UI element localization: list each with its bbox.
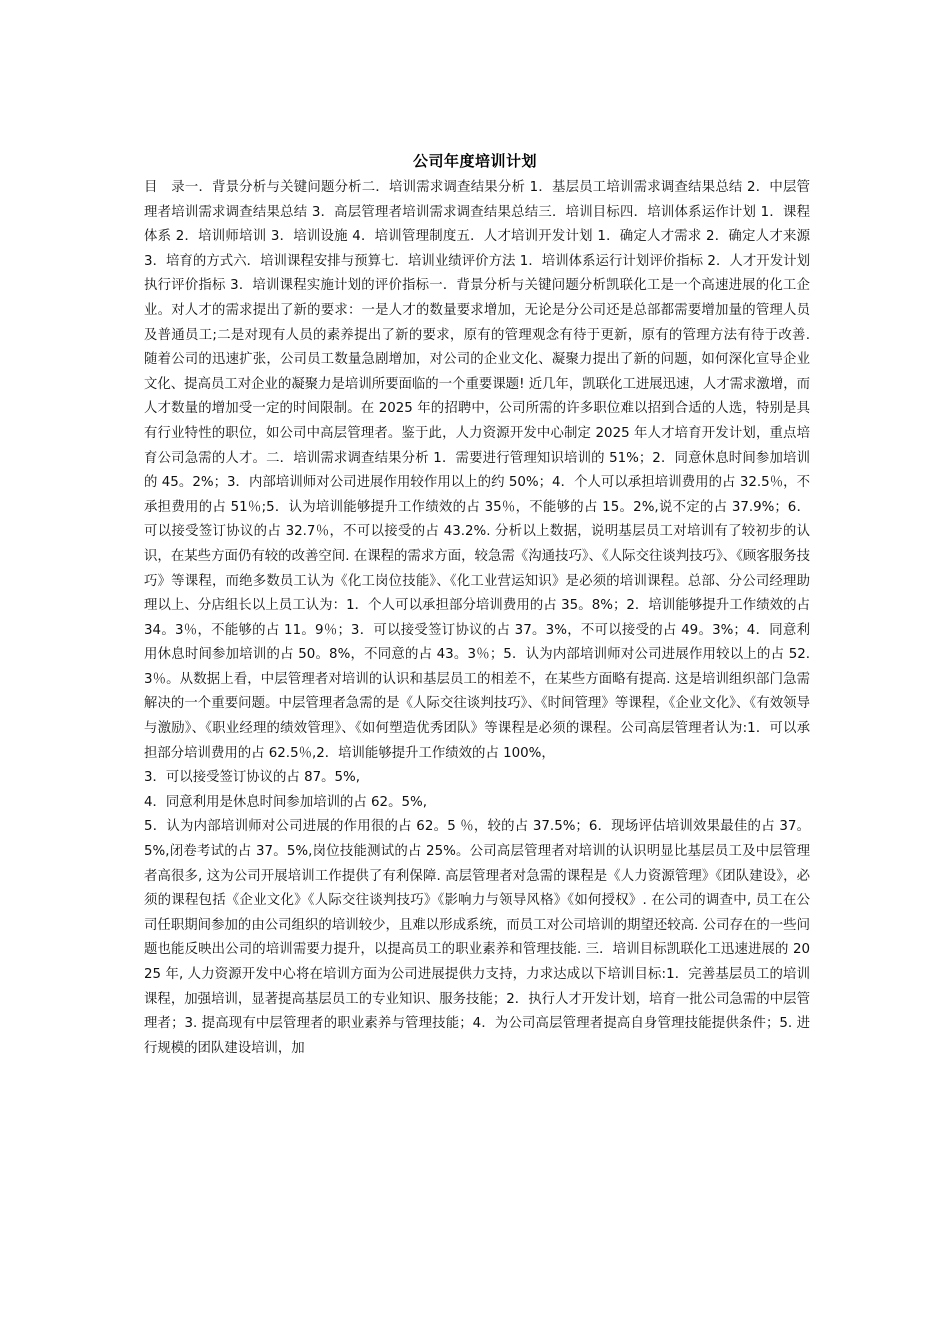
document-body [144, 176, 810, 1061]
document-title: 公司年度培训计划 [412, 152, 537, 170]
paragraph: 5．认为内部培训师对公司进展的作用很的占 62。5 ％，较的占 37.5%；6．现场评估培训效果最佳的占 37。5%,闭卷考试的占 37。5%,岗位技能测试的占 25%。公司高层管理者对培训的认识明显比基层员工及中层管理者高很多, 这为公司开展培训工作提供了有利保障. 高层管理者对急需的课程是《人力资源管理》《团队建设》，必须的课程包括《企业文化》《人际交往谈判技巧》《影响力与领导风格》《如何授权》. 在公司的调查中, 员工在公司任职期间参加的由公司组织的培训较少，且难以形成系统，而员工对公司培训的期望还较高. 公司存在的一些问题也能反映出公司的培训需要力提升，以提高员工的职业素养和管理技能. 三．培训目标凯联化工迅速进展的 2025 年, 人力资源开发中心将在培训方面为公司进展提供力支持，力求达成以下培训目标:1．完善基层员工的培训课程，加强培训，显著提高基层员工的专业知识、服务技能；2．执行人才开发计划，培育一批公司急需的中层管理者；3. 提高现有中层管理者的职业素养与管理技能；4．为公司高层管理者提高自身管理技能提供条件；5. 进行规模的团队建设培训，加 [144, 819, 810, 1056]
paragraph: 3．可以接受签订协议的占 87。5%, [144, 770, 361, 786]
paragraph: 目 录一．背景分析与关键问题分析二．培训需求调查结果分析 1．基层员工培训需求调查结果总结 2．中层管理者培训需求调查结果总结 3．高层管理者培训需求调查结果总结三．培训目标四．培训体系运作计划 1．课程体系 2．培训师培训 3．培训设施 4．培训管理制度五．人才培训开发计划 1．确定人才需求 2．确定人才来源 3．培育的方式六．培训课程安排与预算七．培训业绩评价方法 1．培训体系运行计划评价指标 2．人才开发计划执行评价指标 3．培训课程实施计划的评价指标一．背景分析与关键问题分析凯联化工是一个高速进展的化工企业。对人才的需求提出了新的要求：一是人才的数量要求增加，无论是分公司还是总部都需要增加量的管理人员及普通员工;二是对现有人员的素养提出了新的要求，原有的管理观念有待于更新，原有的管理方法有待于改善. 随着公司的迅速扩张，公司员工数量急剧增加，对公司的企业文化、凝聚力提出了新的问题，如何深化宣导企业文化、提高员工对企业的凝聚力是培训所要面临的一个重要课题! 近几年，凯联化工进展迅速，人才需求激增，而人才数量的增加受一定的时间限制。在 2025 年的招聘中，公司所需的许多职位难以招到合适的人选，特别是具有行业特性的职位，如公司中高层管理者。鉴于此，人力资源开发中心制定 2025 年人才培育开发计划，重点培育公司急需的人才。二．培训需求调查结果分析 1．需要进行管理知识培训的 51%；2．同意休息时间参加培训的 45。2%；3．内部培训师对公司进展作用较作用以上的约 50%；4．个人可以承担培训费用的占 32.5％，不承担费用的占 51％;5．认为培训能够提升工作绩效的占 35％，不能够的占 15。2%,说不定的占 37.9%；6．可以接受签订协议的占 32.7％，不可以接受的占 43.2%. 分析以上数据，说明基层员工对培训有了较初步的认识，在某些方面仍有较的改善空间. 在课程的需求方面，较急需《沟通技巧》、《人际交往谈判技巧》、《顾客服务技巧》等课程，而绝多数员工认为《化工岗位技能》、《化工业营运知识》是必须的培训课程。总部、分公司经理助理以上、分店组长以上员工认为：1．个人可以承担部分培训费用的占 35。8%；2．培训能够提升工作绩效的占 34。3％，不能够的占 11。9％；3．可以接受签订协议的占 37。3%，不可以接受的占 49。3%；4．同意利用休息时间参加培训的占 50。8%，不同意的占 43。3％；5．认为内部培训师对公司进展作用较以上的占 52.3％。从数据上看，中层管理者对培训的认识和基层员工的相差不，在某些方面略有提高. 这是培训组织部门急需解决的一个重要问题。中层管理者急需的是《人际交往谈判技巧》、《时间管理》等课程，《企业文化》、《有效领导与激励》、《职业经理的绩效管理》、《如何塑造优秀团队》等课程是必须的课程。公司高层管理者认为:1．可以承担部分培训费用的占 62.5％,2．培训能够提升工作绩效的占 100%， [144, 180, 810, 761]
paragraph: 4．同意利用是休息时间参加培训的占 62。5%, [144, 794, 427, 810]
